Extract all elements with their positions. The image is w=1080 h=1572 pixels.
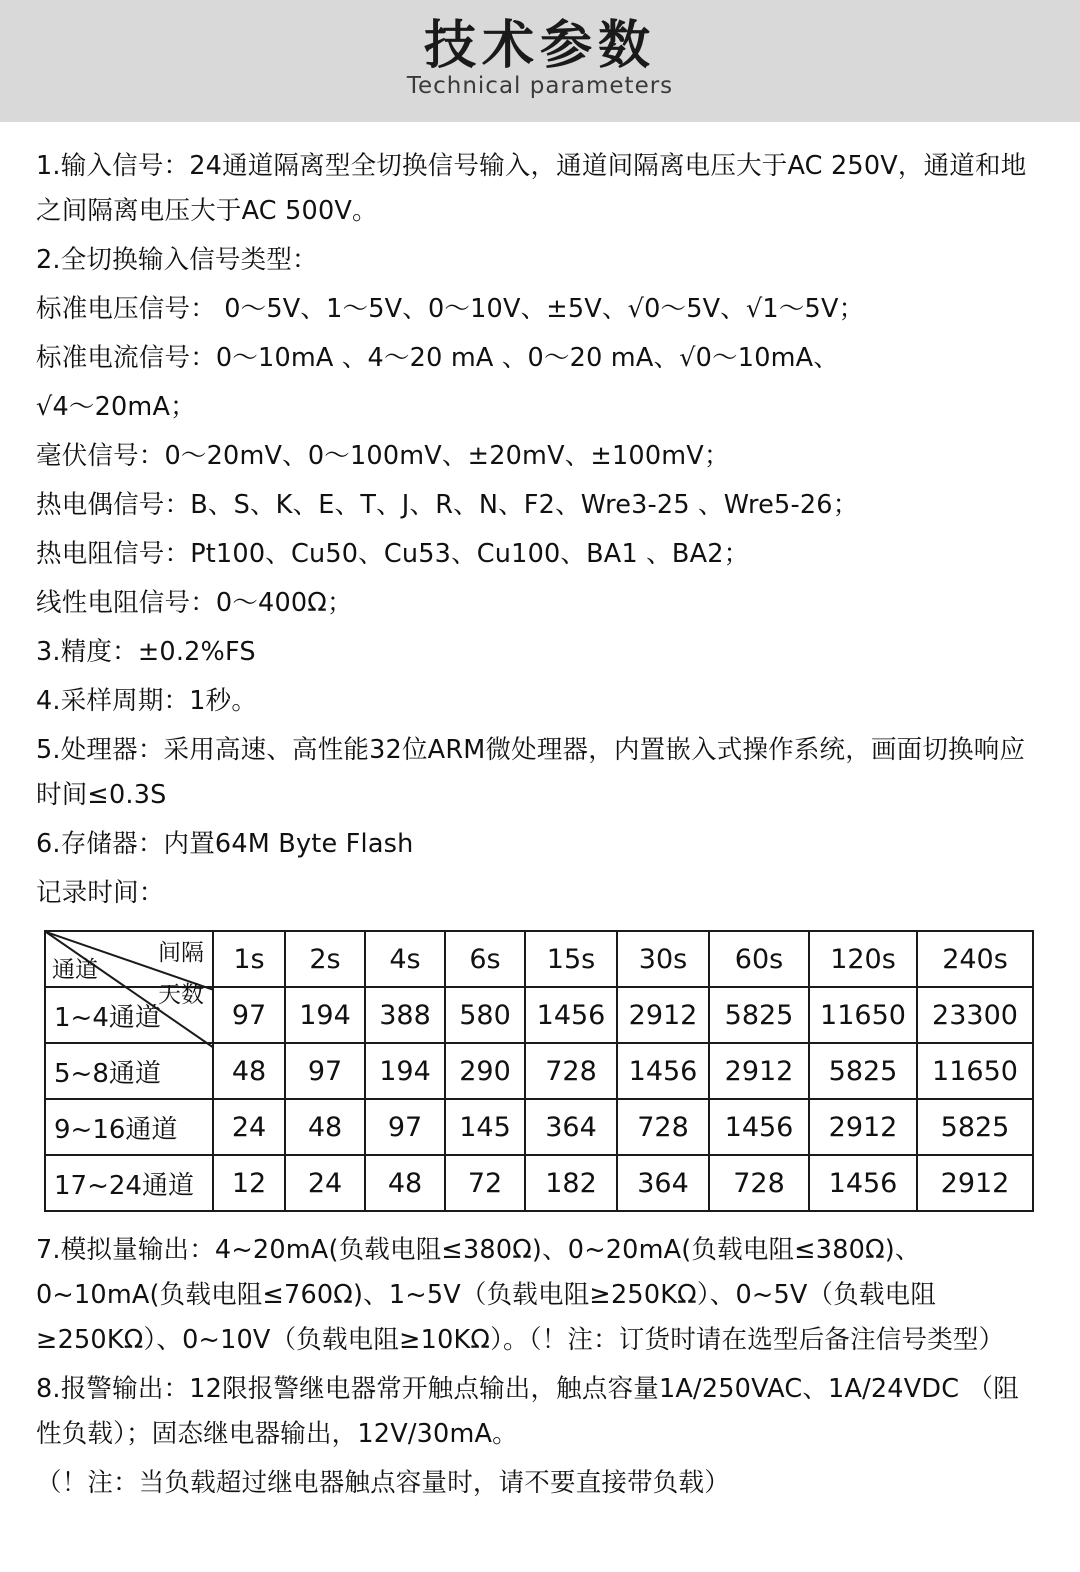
table-header-row: [45, 931, 1033, 987]
table-col-header: 15s: [525, 931, 617, 987]
table-col-header: 6s: [445, 931, 525, 987]
spec-line-1: 1.输入信号：24通道隔离型全切换信号输入，通道间隔离电压大于AC 250V，通道和地之间隔离电压大于AC 500V。: [36, 151, 1027, 226]
table-cell: 11650: [917, 1043, 1033, 1099]
table-cell: 48: [365, 1155, 445, 1211]
spec-line-alarm-note: （！注：当负载超过继电器触点容量时，请不要直接带负载）: [36, 1468, 730, 1498]
table-col-header: 240s: [917, 931, 1033, 987]
table-cell: 145: [445, 1099, 525, 1155]
table-cell: 194: [285, 987, 365, 1043]
recording-time-table: [44, 930, 1034, 1212]
table-col-header: 30s: [617, 931, 709, 987]
spec-line-record-time: 记录时间：: [36, 878, 165, 908]
spec-line-voltage: 标准电压信号： 0〜5V、1〜5V、0〜10V、±5V、√0〜5V、√1〜5V；: [36, 294, 865, 324]
spec-line-millivolt: 毫伏信号：0〜20mV、0〜100mV、±20mV、±100mV；: [36, 441, 730, 471]
spec-line-resistance: 线性电阻信号：0〜400Ω；: [36, 588, 353, 618]
table-cell: 48: [213, 1043, 285, 1099]
table-cell: 388: [365, 987, 445, 1043]
table-cell: 580: [445, 987, 525, 1043]
table-col-header: 60s: [709, 931, 809, 987]
corner-interval-label: 间隔: [158, 940, 204, 966]
table-row: [45, 1043, 1033, 1099]
spec-line-alarm-output: 8.报警输出：12限报警继电器常开触点输出，触点容量1A/250VAC、1A/24VDC （阻性负载）；固态继电器输出，12V/30mA。: [36, 1374, 1019, 1449]
table-cell: 11650: [809, 987, 917, 1043]
table-cell: 5825: [709, 987, 809, 1043]
spec-line-accuracy: 3.精度：±0.2%FS: [36, 637, 256, 667]
table-cell: 1456: [525, 987, 617, 1043]
table-cell: 364: [525, 1099, 617, 1155]
table-cell: 23300: [917, 987, 1033, 1043]
table-cell: 728: [709, 1155, 809, 1211]
table-cell: 2912: [617, 987, 709, 1043]
table-row-label: 17~24通道: [45, 1155, 213, 1211]
table-cell: 194: [365, 1043, 445, 1099]
table-row: [45, 1155, 1033, 1211]
table-cell: 72: [445, 1155, 525, 1211]
table-cell: 5825: [917, 1099, 1033, 1155]
table-cell: 1456: [809, 1155, 917, 1211]
table-cell: 1456: [617, 1043, 709, 1099]
table-cell: 12: [213, 1155, 285, 1211]
table-cell: 2912: [709, 1043, 809, 1099]
table-cell: 182: [525, 1155, 617, 1211]
table-col-header: 120s: [809, 931, 917, 987]
table-cell: 24: [213, 1099, 285, 1155]
table-cell: 290: [445, 1043, 525, 1099]
spec-line-sampling: 4.采样周期：1秒。: [36, 686, 258, 716]
table-cell: 24: [285, 1155, 365, 1211]
spec-line-2: 2.全切换输入信号类型：: [36, 245, 318, 275]
table-cell: 728: [525, 1043, 617, 1099]
table-cell: 97: [213, 987, 285, 1043]
table-cell: 97: [365, 1099, 445, 1155]
table-cell: 5825: [809, 1043, 917, 1099]
spec-line-memory: 6.存储器：内置64M Byte Flash: [36, 829, 414, 859]
spec-line-analog-output: 7.模拟量输出：4~20mA(负载电阻≤380Ω)、0~20mA(负载电阻≤380Ω)、0~10mA(负载电阻≤760Ω)、1~5V（负载电阻≥250KΩ）、0~5V（负载电阻≥250KΩ）、0~10V（负载电阻≥10KΩ）。（！注：订货时请在选型后备注信号类型）: [36, 1235, 1005, 1355]
table-cell: 97: [285, 1043, 365, 1099]
table-col-header: 1s: [213, 931, 285, 987]
corner-channel-label: 通道: [52, 957, 98, 983]
table-row-label: 1~4通道: [45, 987, 213, 1043]
corner-days-label: 天数: [158, 982, 204, 1008]
page-header: [0, 0, 1080, 122]
table-cell: 728: [617, 1099, 709, 1155]
table-cell: 48: [285, 1099, 365, 1155]
page-title: 技术参数: [423, 16, 656, 76]
table-col-header: 2s: [285, 931, 365, 987]
table-cell: 364: [617, 1155, 709, 1211]
spec-line-processor: 5.处理器：采用高速、高性能32位ARM微处理器，内置嵌入式操作系统，画面切换响应时间≤0.3S: [36, 735, 1026, 810]
content-body: [0, 122, 1080, 1534]
table-corner-cell: [45, 931, 213, 1008]
table-cell: 2912: [809, 1099, 917, 1155]
spec-line-current: 标准电流信号：0〜10mA 、4〜20 mA 、0〜20 mA、√0〜10mA、: [36, 343, 839, 373]
table-row-label: 9~16通道: [45, 1099, 213, 1155]
table-cell: 1456: [709, 1099, 809, 1155]
table-row: [45, 1099, 1033, 1155]
table-cell: 2912: [917, 1155, 1033, 1211]
spec-line-rtd: 热电阻信号：Pt100、Cu50、Cu53、Cu100、BA1 、BA2；: [36, 539, 750, 569]
table-col-header: 4s: [365, 931, 445, 987]
spec-line-current-cont: √4〜20mA；: [36, 392, 196, 422]
page-subtitle: Technical parameters: [406, 73, 674, 99]
table-row-label: 5~8通道: [45, 1043, 213, 1099]
spec-line-thermocouple: 热电偶信号：B、S、K、E、T、J、R、N、F2、Wre3-25 、Wre5-26；: [36, 490, 859, 520]
